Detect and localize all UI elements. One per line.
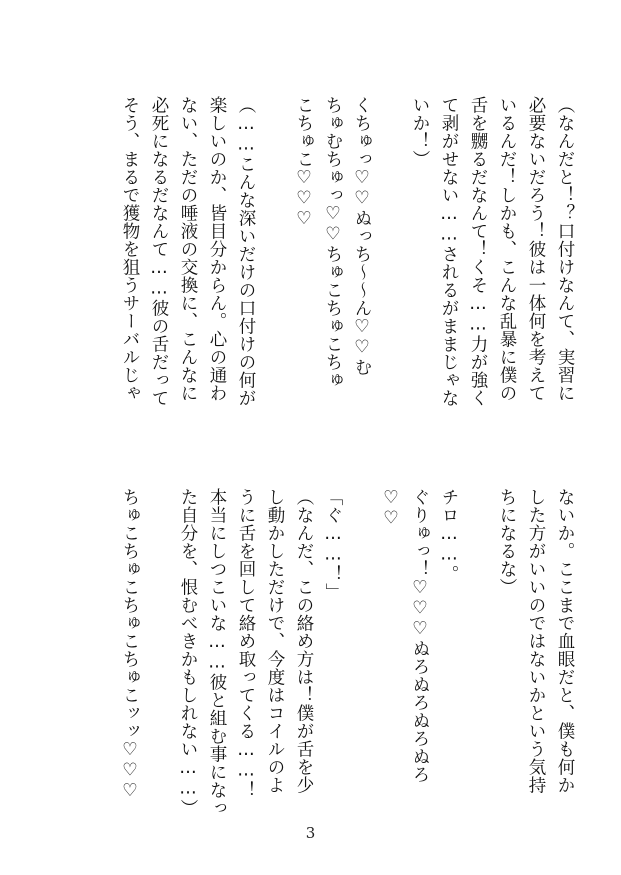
page-number: 3 xyxy=(305,824,316,842)
top-text-block: （なんだと！？口付けなんて、実習に 必要ないだろう！彼は一体何を考えて いるんだ！しかも、こんな乱暴に僕の 舌を嬲るだなんて！くそ……力が強く て剥がせない……されるがままじゃな いか！） くちゅっ♡♡ぬっち〜〜ん♡♡む ちゅむちゅっ♡♡ちゅこちゅこちゅ こちゅこ♡♡♡ （……こんな深いだけの口付けの何が 楽しいのか、皆目分からん。心の通わ ない、ただの唾液の交換に、こんなに 必死になるだなんて……彼の舌だって そう、まるで獲物を狙うサーバルじゃ xyxy=(120,96,575,407)
bottom-text-block: ないか。ここまで血眼だと、僕も何か した方がいいのではないかという気持 ちになるな） チロ……。 ぐりゅっ！♡♡♡ぬろぬろぬろぬろ ♡♡ 「ぐ……！」 （なんだ、この絡め方は！僕が舌を少 し動かしただけで、今度はコイルのよ うに舌を回して絡め取ってくる……！ 本当にしつこいな……彼と組む事になっ た自分を、恨むべきかもしれない……） ちゅこちゅこちゅこちゅこッッ♡♡♡ xyxy=(120,488,575,817)
